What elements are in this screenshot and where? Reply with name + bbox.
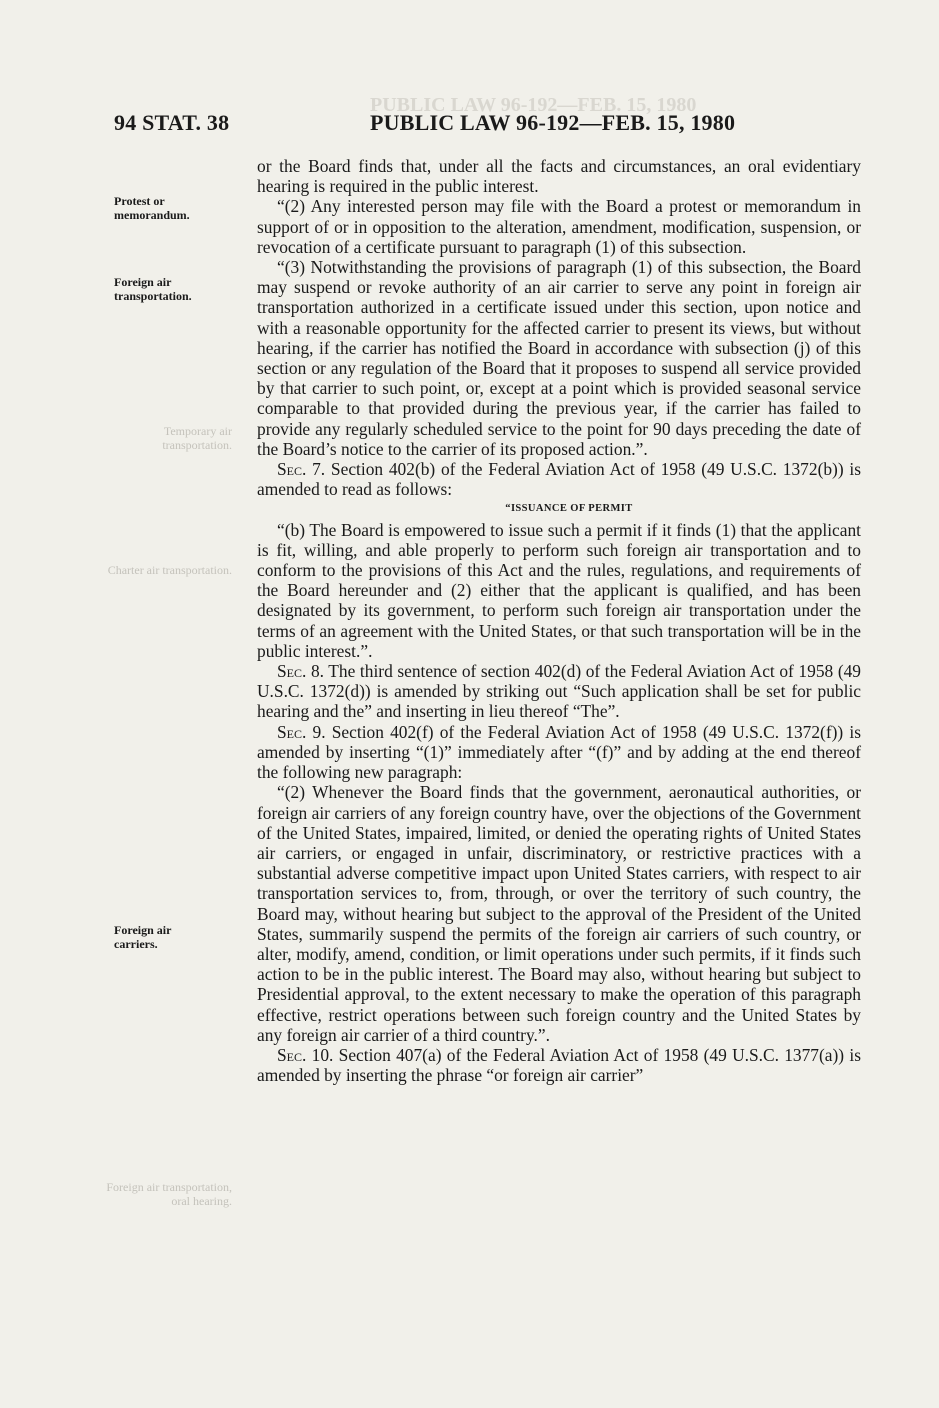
- bleed-through-header: PUBLIC LAW 96-192—FEB. 15, 1980: [370, 94, 697, 116]
- section-text: Section 402(b) of the Federal Aviation Act of 1958 (49 U.S.C. 1372(b)) is amended to read as follows:: [257, 459, 861, 500]
- section-label: Sec. 7.: [277, 459, 326, 480]
- body-text: [257, 156, 861, 1085]
- section-9: [257, 722, 861, 783]
- bleed-through-note: Charter air transportation.: [107, 563, 232, 577]
- section-8: [257, 661, 861, 722]
- section-text: Section 407(a) of the Federal Aviation Act of 1958 (49 U.S.C. 1377(a)) is amended by inserting the phrase “or foreign air carrier”: [257, 1044, 861, 1086]
- margin-note-foreign-air-transportation: Foreign air transportation.: [114, 275, 192, 303]
- section-heading: “ISSUANCE OF PERMIT: [505, 503, 633, 515]
- paragraph: or the Board finds that, under all the facts and circumstances, an oral evidentiary hearing is required in the public interest.: [257, 156, 861, 197]
- bleed-through-note: Temporary air transportation.: [162, 424, 232, 452]
- paragraph: “(3) Notwithstanding the provisions of paragraph (1) of this subsection, the Board may suspend or revoke authority of an air carrier to serve any point in foreign air transportation authorized in a certificate issued under this section, upon notice and with a reasonable opportunity for the affected carrier to present its views, but without hearing, if the carrier has notified the Board in accordance with subsection (j) of this section or any regulation of the Board that it proposes to suspend all service provided by that carrier to such point, or, except at a point which is provided seasonal service comparable to that provided during the previous year, if the carrier has failed to provide any regularly scheduled service to the point for 90 days preceding the date of the Board’s notice to the carrier of its proposed action.”.: [257, 257, 861, 459]
- section-text: The third sentence of section 402(d) of the Federal Aviation Act of 1958 (49 U.S.C. 1372(d)) is amended by striking out “Such application shall be set for public hearing and the” and inserting in lieu thereof “The”.: [257, 661, 861, 722]
- margin-note-protest: Protest or memorandum.: [114, 194, 190, 222]
- section-label: Sec. 9.: [277, 721, 326, 742]
- page-reference: 94 STAT. 38: [114, 110, 230, 135]
- section-10: [257, 1045, 861, 1085]
- section-7: [257, 459, 861, 499]
- section-label: Sec. 8.: [277, 661, 324, 682]
- paragraph: “(b) The Board is empowered to issue such a permit if it finds (1) that the applicant is fit, willing, and able properly to perform such foreign air transportation and to conform to the provisions of this Act and the rules, regulations, and requirements of the Board hereunder and (2) either that the applicant is qualified, and has been designated by its government, to perform such foreign air transportation under the terms of an agreement with the United States, or that such transportation will be in the public interest.”.: [257, 519, 861, 661]
- paragraph: “(2) Any interested person may file with the Board a protest or memorandum in support of or in opposition to the alteration, amendment, modification, suspension, or revocation of a certificate pursuant to paragraph (1) of this subsection.: [257, 196, 861, 257]
- paragraph: “(2) Whenever the Board finds that the government, aeronautical authorities, or foreign air carriers of any foreign country have, over the objections of the Government of the United States, impaired, limited, or denied the operating rights of United States air carriers, or engaged in unfair, discriminatory, or restrictive practices with a substantial adverse competitive impact upon United States carriers, with respect to air transportation services to, from, through, or over the territory of such country, the Board may, without hearing but subject to the approval of the President of the United States, summarily suspend the permits of the foreign air carriers of such country, or alter, modify, amend, condition, or limit operations under such permits, if it finds such action to be in the public interest. The Board may also, without hearing but subject to Presidential approval, to the extent necessary to make the operation of this paragraph effective, restrict operations between such foreign country and the United States by any foreign air carrier of a third country.”.: [257, 782, 861, 1045]
- bleed-through-note: Foreign air transportation, oral hearing.: [106, 1180, 232, 1208]
- section-label: Sec. 10.: [277, 1044, 334, 1065]
- margin-note-foreign-air-carriers: Foreign air carriers.: [114, 923, 172, 951]
- page-title: PUBLIC LAW 96-192—FEB. 15, 1980: [370, 110, 736, 135]
- section-text: Section 402(f) of the Federal Aviation Act of 1958 (49 U.S.C. 1372(f)) is amended by inserting “(1)” immediately after “(f)” and by adding at the end thereof the following new paragraph:: [257, 721, 861, 783]
